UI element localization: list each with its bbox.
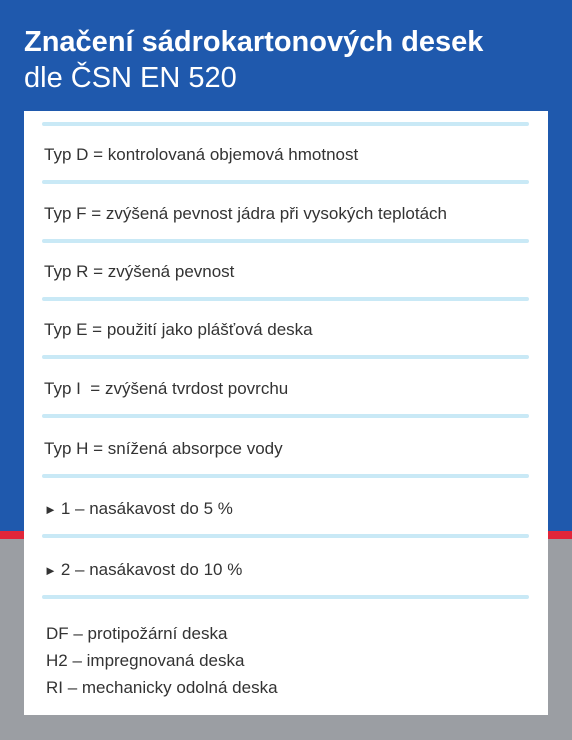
- divider: [42, 534, 529, 538]
- type-item-d: Typ D = kontrolovaná objemová hmotnost: [44, 145, 359, 164]
- absorption-label: 1 – nasákavost do 5 %: [60, 499, 233, 518]
- divider: [42, 474, 529, 478]
- divider: [42, 595, 529, 599]
- type-item-h: Typ H = snížená absorpce vody: [44, 439, 283, 458]
- divider: [42, 180, 529, 184]
- info-card: [24, 111, 548, 715]
- triangle-right-icon: ►: [44, 563, 57, 578]
- abbreviation-h2: H2 – impregnovaná deska: [46, 651, 245, 670]
- divider: [42, 122, 529, 126]
- divider: [42, 355, 529, 359]
- divider: [42, 239, 529, 243]
- abbreviation-df: DF – protipožární deska: [46, 624, 228, 643]
- abbreviation-list: [46, 620, 278, 701]
- absorption-item-2: [44, 559, 242, 582]
- type-item-i: Typ I = zvýšená tvrdost povrchu: [44, 379, 289, 398]
- divider: [42, 297, 529, 301]
- absorption-item-1: [44, 498, 233, 521]
- type-item-f: Typ F = zvýšená pevnost jádra při vysokých teplotách: [44, 204, 448, 223]
- type-item-r: Typ R = zvýšená pevnost: [44, 262, 235, 281]
- absorption-label: 2 – nasákavost do 10 %: [60, 560, 243, 579]
- triangle-right-icon: ►: [44, 502, 57, 517]
- abbreviation-ri: RI – mechanicky odolná deska: [46, 678, 278, 697]
- page-subtitle: dle ČSN EN 520: [24, 62, 237, 94]
- type-item-e: Typ E = použití jako plášťová deska: [44, 320, 313, 339]
- page-title: Značení sádrokartonových desek: [24, 26, 484, 58]
- divider: [42, 414, 529, 418]
- header: [24, 24, 483, 96]
